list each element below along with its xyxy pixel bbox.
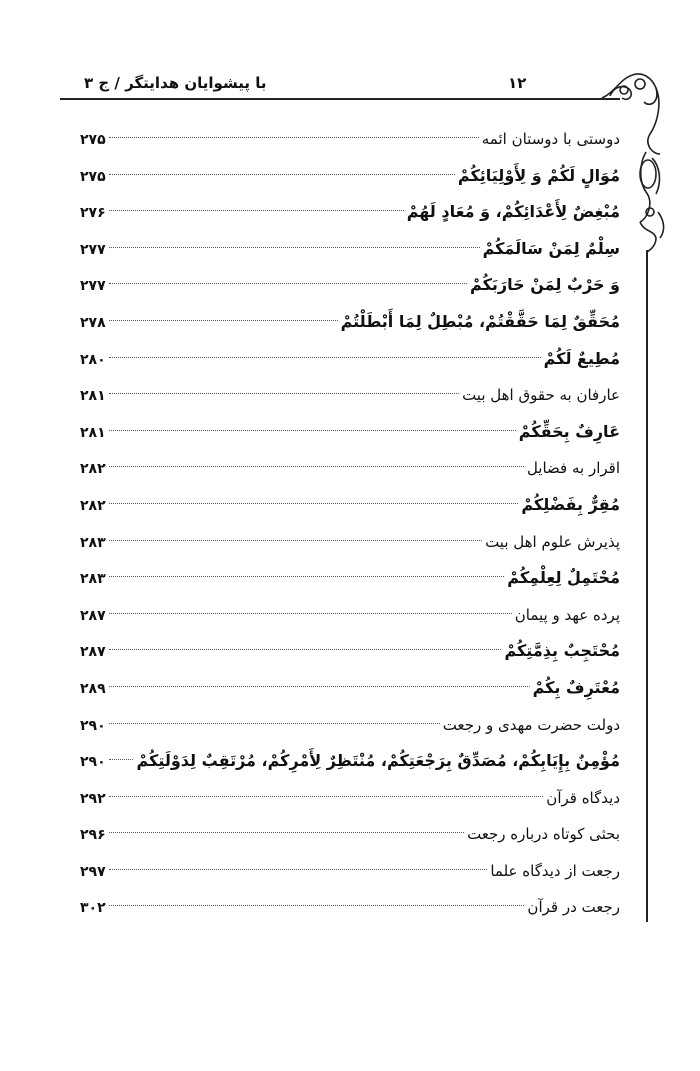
toc-entry-page: ۲۸۳ — [80, 534, 106, 551]
dot-leader — [109, 247, 480, 248]
toc-entry-title: مُبْغِضٌ لِأَعْدَائِكُمْ، وَ مُعَادٍ لَهُمْ — [406, 202, 620, 222]
toc-entry-title: پذیرش علوم اهل بیت — [485, 532, 620, 551]
dot-leader — [109, 540, 482, 541]
toc-entry[interactable] — [80, 636, 620, 673]
toc-entry[interactable] — [80, 673, 620, 710]
dot-leader — [109, 320, 338, 321]
toc-entry-page: ۲۸۲ — [80, 497, 106, 514]
toc-entry-page: ۲۷۸ — [80, 314, 106, 331]
page-number: ۱۲ — [508, 74, 527, 92]
dot-leader — [109, 905, 525, 906]
toc-entry-title: پرده عهد و پیمان — [514, 605, 620, 624]
toc-entry-title: مُعْتَرِفٌ بِكُمْ — [532, 677, 620, 697]
toc-entry-page: ۲۹۲ — [80, 790, 106, 807]
toc-entry-title: اقرار به فضایل — [526, 459, 620, 478]
toc-entry-title: سِلْمٌ لِمَنْ سَالَمَكُمْ — [482, 238, 620, 258]
toc-entry[interactable] — [80, 892, 620, 929]
toc-entry[interactable] — [80, 563, 620, 600]
toc-entry-title: مُحْتَمِلٌ لِعِلْمِكُمْ — [507, 568, 620, 588]
page-border-line — [646, 250, 648, 922]
dot-leader — [109, 613, 512, 614]
dot-leader — [109, 649, 502, 650]
dot-leader — [109, 686, 530, 687]
toc-entry[interactable] — [80, 344, 620, 381]
toc-entry-title: رجعت در قرآن — [527, 898, 620, 917]
toc-entry-page: ۲۸۱ — [80, 388, 106, 405]
dot-leader — [109, 503, 519, 504]
toc-entry[interactable] — [80, 124, 620, 161]
toc-entry-page: ۲۹۶ — [80, 827, 106, 844]
toc-entry-page: ۲۸۰ — [80, 351, 106, 368]
toc-entry[interactable] — [80, 856, 620, 893]
toc-entry-title: مُوَالٍ لَكُمْ وَ لِأَوْلِيَائِكُمْ — [457, 165, 620, 185]
toc-entry-title: مُؤْمِنٌ بِإِيَابِكُمْ، مُصَدِّقٌ بِرَجْعَتِكُمْ، مُنْتَظِرٌ لِأَمْرِكُمْ، مُرْتَقِبٌ لِدَوْلَتِكُمْ — [136, 751, 620, 771]
toc-entry-page: ۲۹۷ — [80, 863, 106, 880]
toc-entry-page: ۲۸۳ — [80, 571, 106, 588]
dot-leader — [109, 869, 488, 870]
toc-entry-page: ۲۸۲ — [80, 461, 106, 478]
dot-leader — [109, 832, 464, 833]
toc-entry[interactable] — [80, 307, 620, 344]
dot-leader — [109, 393, 459, 394]
toc-entry-title: مُحْتَجِبٌ بِذِمَّتِكُمْ — [504, 641, 620, 661]
toc-entry-title: دولت حضرت مهدی و رجعت — [442, 715, 620, 734]
toc-entry[interactable] — [80, 161, 620, 198]
toc-entry-page: ۳۰۲ — [80, 900, 106, 917]
toc-entry-title: عَارِفٌ بِحَقِّكُمْ — [518, 421, 620, 441]
toc-entry-page: ۲۷۷ — [80, 241, 106, 258]
toc-entry[interactable] — [80, 819, 620, 856]
toc-entry-title: وَ حَرْبٌ لِمَنْ حَارَبَكُمْ — [470, 275, 620, 295]
running-header — [60, 72, 620, 100]
dot-leader — [109, 430, 516, 431]
toc-entry-page: ۲۷۵ — [80, 168, 106, 185]
dot-leader — [109, 210, 404, 211]
toc-entry-page: ۲۸۷ — [80, 607, 106, 624]
toc-entry[interactable] — [80, 270, 620, 307]
toc-entry[interactable] — [80, 600, 620, 637]
toc-entry[interactable] — [80, 234, 620, 271]
dot-leader — [109, 576, 505, 577]
toc-entry-title: مُقِرٌّ بِفَضْلِكُمْ — [521, 494, 620, 514]
toc-entry-page: ۲۸۱ — [80, 424, 106, 441]
toc-entry-title: بحثی کوتاه درباره رجعت — [467, 825, 620, 844]
book-title: با پیشوایان هدایتگر / ج ۳ — [84, 74, 267, 92]
toc-entry-title: دیدگاه قرآن — [546, 788, 620, 807]
toc-entry[interactable] — [80, 527, 620, 564]
toc-entry-page: ۲۸۷ — [80, 644, 106, 661]
toc-entry-title: رجعت از دیدگاه علما — [490, 861, 620, 880]
toc-entry[interactable] — [80, 710, 620, 747]
dot-leader — [109, 357, 541, 358]
toc-entry-title: دوستی با دوستان ائمه — [481, 130, 620, 148]
dot-leader — [109, 759, 134, 760]
toc-entry-page: ۲۷۶ — [80, 205, 106, 222]
dot-leader — [109, 137, 479, 138]
toc-entry-title: مُطِيعٌ لَكُمْ — [543, 348, 620, 368]
toc-entry[interactable] — [80, 417, 620, 454]
dot-leader — [109, 466, 524, 467]
toc-entry[interactable] — [80, 197, 620, 234]
table-of-contents — [80, 124, 620, 929]
toc-entry-page: ۲۹۰ — [80, 754, 106, 771]
toc-entry-page: ۲۸۹ — [80, 680, 106, 697]
dot-leader — [109, 796, 544, 797]
toc-entry-title: مُحَقِّقٌ لِمَا حَقَّقْتُمْ، مُبْطِلٌ لِمَا أَبْطَلْتُمْ — [340, 311, 620, 331]
toc-entry[interactable] — [80, 746, 620, 783]
toc-entry[interactable] — [80, 490, 620, 527]
dot-leader — [109, 723, 440, 724]
toc-entry-page: ۲۷۷ — [80, 278, 106, 295]
dot-leader — [109, 174, 455, 175]
toc-entry-page: ۲۹۰ — [80, 717, 106, 734]
dot-leader — [109, 283, 467, 284]
toc-entry-title: عارفان به حقوق اهل بیت — [462, 386, 620, 405]
toc-entry[interactable] — [80, 453, 620, 490]
toc-entry[interactable] — [80, 783, 620, 820]
toc-entry[interactable] — [80, 380, 620, 417]
toc-entry-page: ۲۷۵ — [80, 132, 106, 148]
